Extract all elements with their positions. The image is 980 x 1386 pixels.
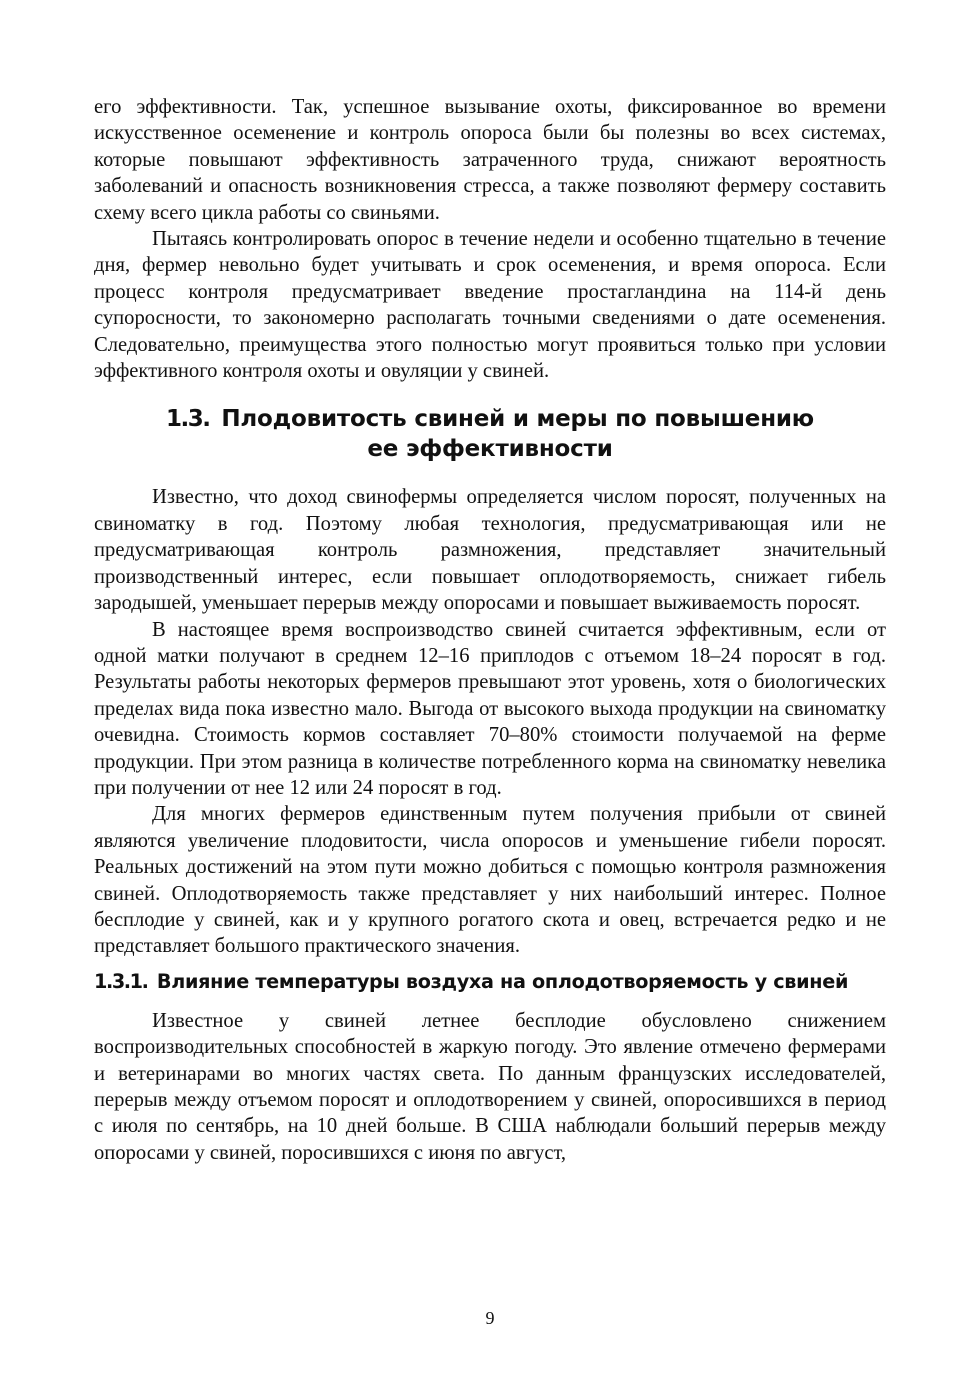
section-title-line2: ее эффективности: [367, 436, 613, 463]
section-number: 1.3.: [166, 406, 210, 433]
subsection-heading: [94, 969, 886, 995]
paragraph-top-1: его эффективности. Так, успешное вызывание охоты, фиксированное во времени искусственное осеменение и контроль опороса были бы полезны во всех системах, которые повышают эффективность затраченного труда, снижают вероятность заболеваний и опасность возникновения стресса, а также позволяют фермеру составить схему всего цикла работы со свиньями.: [94, 96, 886, 224]
section-paragraph-1: Известно, что доход свинофермы определяется числом поросят, полученных на свиноматку в год. Поэтому любая технология, предусматривающая или не предусматривающая контроль размножения, представляет значительный производственный интерес, если повышает оплодотворяемость, снижает гибель зародышей, уменьшает перерыв между опоросами и повышает выживаемость поросят.: [94, 486, 886, 615]
section-paragraph-3: Для многих фермеров единственным путем получения прибыли от свиней являются увеличение плодовитости, числа опоросов и уменьшение гибели поросят. Реальных достижений на этом пути можно добиться с помощью контроля размножения свиней. Оплодотворяемость также представляет у них наибольший интерес. Полное бесплодие у свиней, как и у крупного рогатого скота и овец, встречается редко и не представляет большого практического значения.: [94, 803, 886, 958]
section-paragraph-2: В настоящее время воспроизводство свиней считается эффективным, если от одной матки получают в среднем 12–16 приплодов с отъемом 18–24 поросят в год. Результаты работы некоторых фермеров превышают этот уровень, хотя о биологических пределах вида пока известно мало. Выгода от высокого выхода продукции на свиноматку очевидна. Стоимость кормов составляет 70–80% стоимости получаемой на ферме продукции. При этом разница в количестве потребленного корма на свиноматку невелика при получении от нее 12 или 24 поросят в год.: [94, 618, 886, 799]
paragraph-top-2: Пытаясь контролировать опорос в течение недели и особенно тщательно в течение дня, фермер невольно будет учитывать и срок осеменения, и время опороса. Если процесс контроля предусматривает введение простагландина на 114-й день супоросности, то закономерно располагать точными сведениями о дате осеменения. Следовательно, преимущества этого полностью могут проявиться только при условии эффективного контроля охоты и овуляции у свиней.: [94, 228, 886, 383]
subsection-title: Влияние температуры воздуха на оплодотворяемость у свиней: [156, 969, 849, 993]
section-title-line1: Плодовитость свиней и меры по повышению: [221, 406, 814, 433]
section-heading: [94, 404, 886, 464]
subsection-paragraph-1: Известное у свиней летнее бесплодие обусловлено снижением воспроизводительных способностей в жаркую погоду. Это явление отмечено фермерами и ветеринарами во многих частях света. По данным французских исследователей, перерыв между отъемом поросят и оплодотворением у свиней, опоросившихся в период с июля по сентябрь, на 10 дней больше. В США наблюдали больший перерыв между опоросами у свиней, поросившихся с июня по август,: [94, 1009, 886, 1164]
subsection-number: 1.3.1.: [94, 969, 148, 993]
page-number: 9: [485, 1308, 495, 1328]
page-body: [94, 94, 886, 1166]
